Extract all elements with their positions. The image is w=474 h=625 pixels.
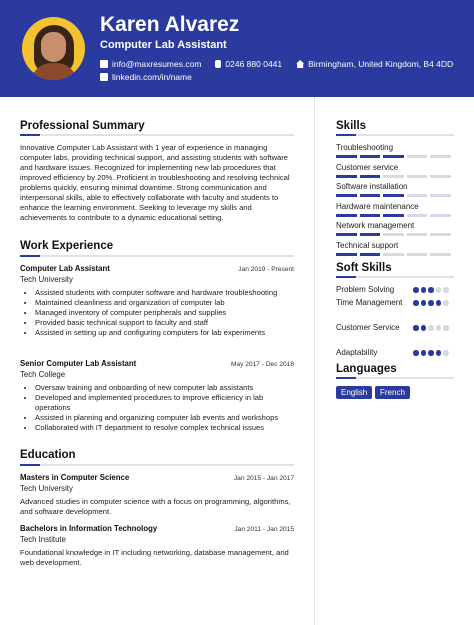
job-company: Tech University bbox=[20, 275, 73, 284]
languages-heading: Languages bbox=[336, 363, 397, 375]
bullet-item: • Assisted in planning and organizing computer lab events and workshops bbox=[35, 413, 294, 423]
rating-dot bbox=[436, 325, 442, 331]
rating-dot bbox=[413, 325, 419, 331]
skill-level-segment bbox=[360, 155, 381, 158]
rating-dot bbox=[421, 300, 427, 306]
phone-item bbox=[215, 58, 282, 70]
job-bullets bbox=[20, 288, 294, 338]
skill-level-segment bbox=[430, 155, 451, 158]
skill-item bbox=[336, 163, 454, 178]
linkedin-icon bbox=[100, 73, 108, 81]
bullet-item: • Developed and implemented procedures to improve efficiency in lab operations bbox=[35, 393, 294, 413]
job-bullets bbox=[20, 383, 294, 433]
job-title: Computer Lab Assistant bbox=[20, 264, 110, 273]
email-item[interactable] bbox=[100, 58, 201, 70]
skill-level-segment bbox=[336, 175, 357, 178]
skill-level-segment bbox=[430, 194, 451, 197]
soft-skill-rating bbox=[413, 325, 449, 331]
linkedin-text: linkedin.com/in/name bbox=[112, 72, 192, 82]
skill-label: Technical support bbox=[336, 241, 399, 250]
rating-dot bbox=[428, 300, 434, 306]
email-text: info@maxresumes.com bbox=[112, 59, 202, 69]
skill-level-segment bbox=[383, 253, 404, 256]
education-dates: Jan 2015 - Jan 2017 bbox=[233, 475, 294, 482]
skill-level-segment bbox=[430, 233, 451, 236]
education-desc: Advanced studies in computer science with a focus on programming, algorithms, and software development. bbox=[20, 497, 291, 516]
phone-icon bbox=[215, 60, 221, 68]
soft-skill-label: Time Management bbox=[336, 298, 403, 307]
skill-level-segment bbox=[383, 175, 404, 178]
skill-level-segment bbox=[336, 214, 357, 217]
soft-skill-label: Customer Service bbox=[336, 323, 400, 332]
location-item bbox=[296, 58, 453, 70]
bullet-item: • Maintained cleanliness and organization of computer lab bbox=[35, 298, 294, 308]
education-heading: Education bbox=[20, 449, 76, 461]
skill-level-segment bbox=[336, 233, 357, 236]
skill-level-segment bbox=[407, 214, 428, 217]
skill-label: Customer service bbox=[336, 162, 399, 172]
skills-rule bbox=[336, 134, 454, 136]
bullet-item: • Provided basic technical support to faculty and staff bbox=[35, 318, 294, 328]
rating-dot bbox=[436, 287, 442, 293]
skill-label: Software installation bbox=[336, 182, 408, 192]
language-badge: English bbox=[336, 386, 372, 399]
skill-level-segment bbox=[407, 253, 428, 256]
avatar bbox=[22, 17, 85, 80]
location-text: Birmingham, United Kingdom, B4 4DD bbox=[308, 59, 454, 69]
rating-dot bbox=[413, 350, 419, 356]
skill-level-segment bbox=[430, 175, 451, 178]
soft-skill-rating bbox=[413, 287, 449, 293]
skill-level-bar bbox=[336, 253, 454, 256]
soft-skill-rating bbox=[413, 350, 449, 356]
soft-skills-heading: Soft Skills bbox=[336, 262, 392, 274]
skill-level-bar bbox=[336, 214, 454, 217]
skills-heading: Skills bbox=[336, 120, 367, 132]
skill-level-segment bbox=[430, 214, 451, 217]
skill-level-segment bbox=[383, 194, 404, 197]
rating-dot bbox=[428, 350, 434, 356]
skill-level-bar bbox=[336, 175, 454, 178]
bullet-item: • Oversaw training and onboarding of new computer lab assistants bbox=[35, 383, 294, 393]
skill-level-segment bbox=[383, 233, 404, 236]
job-title: Computer Lab Assistant bbox=[100, 39, 227, 51]
experience-rule bbox=[20, 255, 294, 257]
rating-dot bbox=[421, 287, 427, 293]
education-dates: Jan 2011 - Jan 2015 bbox=[234, 526, 294, 533]
skill-item bbox=[336, 221, 454, 236]
soft-skills-rule bbox=[336, 276, 454, 278]
skill-item bbox=[336, 143, 454, 158]
school-name: Tech Institute bbox=[20, 535, 66, 544]
job-company: Tech College bbox=[20, 370, 66, 379]
bullet-item: • Managed inventory of computer peripherals and supplies bbox=[35, 308, 294, 318]
bullet-item: • Assisted in setting up and configuring computers for lab experiments bbox=[35, 328, 294, 338]
bullet-item: • Assisted students with computer software and hardware troubleshooting bbox=[35, 288, 294, 298]
skill-level-segment bbox=[360, 233, 381, 236]
skill-label: Network management bbox=[336, 221, 415, 231]
education-desc: Foundational knowledge in IT including networking, database management, and web development. bbox=[20, 548, 289, 567]
skill-level-segment bbox=[430, 253, 451, 256]
resume-header bbox=[0, 0, 474, 97]
envelope-icon bbox=[100, 60, 108, 68]
contact-row-2 bbox=[100, 71, 192, 83]
skill-level-segment bbox=[360, 175, 381, 178]
rating-dot bbox=[443, 287, 449, 293]
rating-dot bbox=[421, 325, 427, 331]
skill-level-segment bbox=[383, 155, 404, 158]
rating-dot bbox=[428, 325, 434, 331]
candidate-name: Karen Alvarez bbox=[100, 13, 240, 36]
rating-dot bbox=[443, 300, 449, 306]
skill-item bbox=[336, 182, 454, 197]
skill-item bbox=[336, 241, 454, 256]
job-entry bbox=[20, 359, 294, 433]
phone-text: 0246 880 0441 bbox=[225, 59, 283, 69]
rating-dot bbox=[428, 287, 434, 293]
rating-dot bbox=[436, 350, 442, 356]
skill-label: Troubleshooting bbox=[336, 143, 394, 152]
language-badge: French bbox=[375, 386, 410, 399]
skill-level-segment bbox=[336, 194, 357, 197]
skill-level-bar bbox=[336, 194, 454, 197]
job-title: Senior Computer Lab Assistant bbox=[20, 359, 137, 368]
skill-level-segment bbox=[407, 233, 428, 236]
skill-level-segment bbox=[407, 175, 428, 178]
job-dates: May 2017 - Dec 2018 bbox=[230, 361, 294, 368]
rating-dot bbox=[436, 300, 442, 306]
skill-level-bar bbox=[336, 155, 454, 158]
skill-level-segment bbox=[407, 155, 428, 158]
skill-level-segment bbox=[360, 194, 381, 197]
skill-level-segment bbox=[336, 155, 357, 158]
degree-title: Bachelors in Information Technology bbox=[20, 524, 158, 533]
skill-level-bar bbox=[336, 233, 454, 236]
rating-dot bbox=[413, 287, 419, 293]
bullet-item: • Collaborated with IT department to resolve complex technical issues bbox=[35, 423, 294, 433]
rating-dot bbox=[413, 300, 419, 306]
soft-skill-label: Adaptability bbox=[336, 348, 378, 357]
summary-heading: Professional Summary bbox=[20, 120, 145, 132]
school-name: Tech University bbox=[20, 484, 73, 493]
soft-skill-rating bbox=[413, 300, 449, 306]
linkedin-item[interactable] bbox=[100, 71, 192, 83]
soft-skill-label: Problem Solving bbox=[336, 285, 395, 294]
degree-title: Masters in Computer Science bbox=[20, 473, 130, 482]
rating-dot bbox=[443, 350, 449, 356]
job-dates: Jan 2019 - Present bbox=[238, 266, 294, 273]
education-entry bbox=[20, 473, 294, 517]
skill-level-segment bbox=[360, 253, 381, 256]
education-entry bbox=[20, 524, 294, 568]
experience-heading: Work Experience bbox=[20, 240, 114, 252]
skill-label: Hardware maintenance bbox=[336, 201, 419, 211]
skill-item bbox=[336, 202, 454, 217]
home-icon bbox=[296, 60, 304, 68]
skill-level-segment bbox=[360, 214, 381, 217]
rating-dot bbox=[421, 350, 427, 356]
column-divider bbox=[314, 97, 315, 625]
skill-level-segment bbox=[407, 194, 428, 197]
rating-dot bbox=[443, 325, 449, 331]
summary-rule bbox=[20, 134, 294, 136]
job-entry bbox=[20, 264, 294, 338]
education-rule bbox=[20, 464, 294, 466]
skill-level-segment bbox=[383, 214, 404, 217]
contact-row bbox=[100, 58, 453, 70]
languages-rule bbox=[336, 377, 454, 379]
summary-text: Innovative Computer Lab Assistant with 1 year of experience in managing computer labs, providing technical support, and assisting students with software and hardware issues. Recognized for implementing new lab procedures that improved efficiency by 20%. Proficient in troubleshooting and resolving technical problems quickly, ensuring minimal downtime. Strong communication and interpersonal skills, able to effectively collaborate with faculty and students to enhance the learning environment. Seeking to leverage my skills and achievements to contribute to a dynamic educational setting. bbox=[20, 143, 290, 222]
skill-level-segment bbox=[336, 253, 357, 256]
